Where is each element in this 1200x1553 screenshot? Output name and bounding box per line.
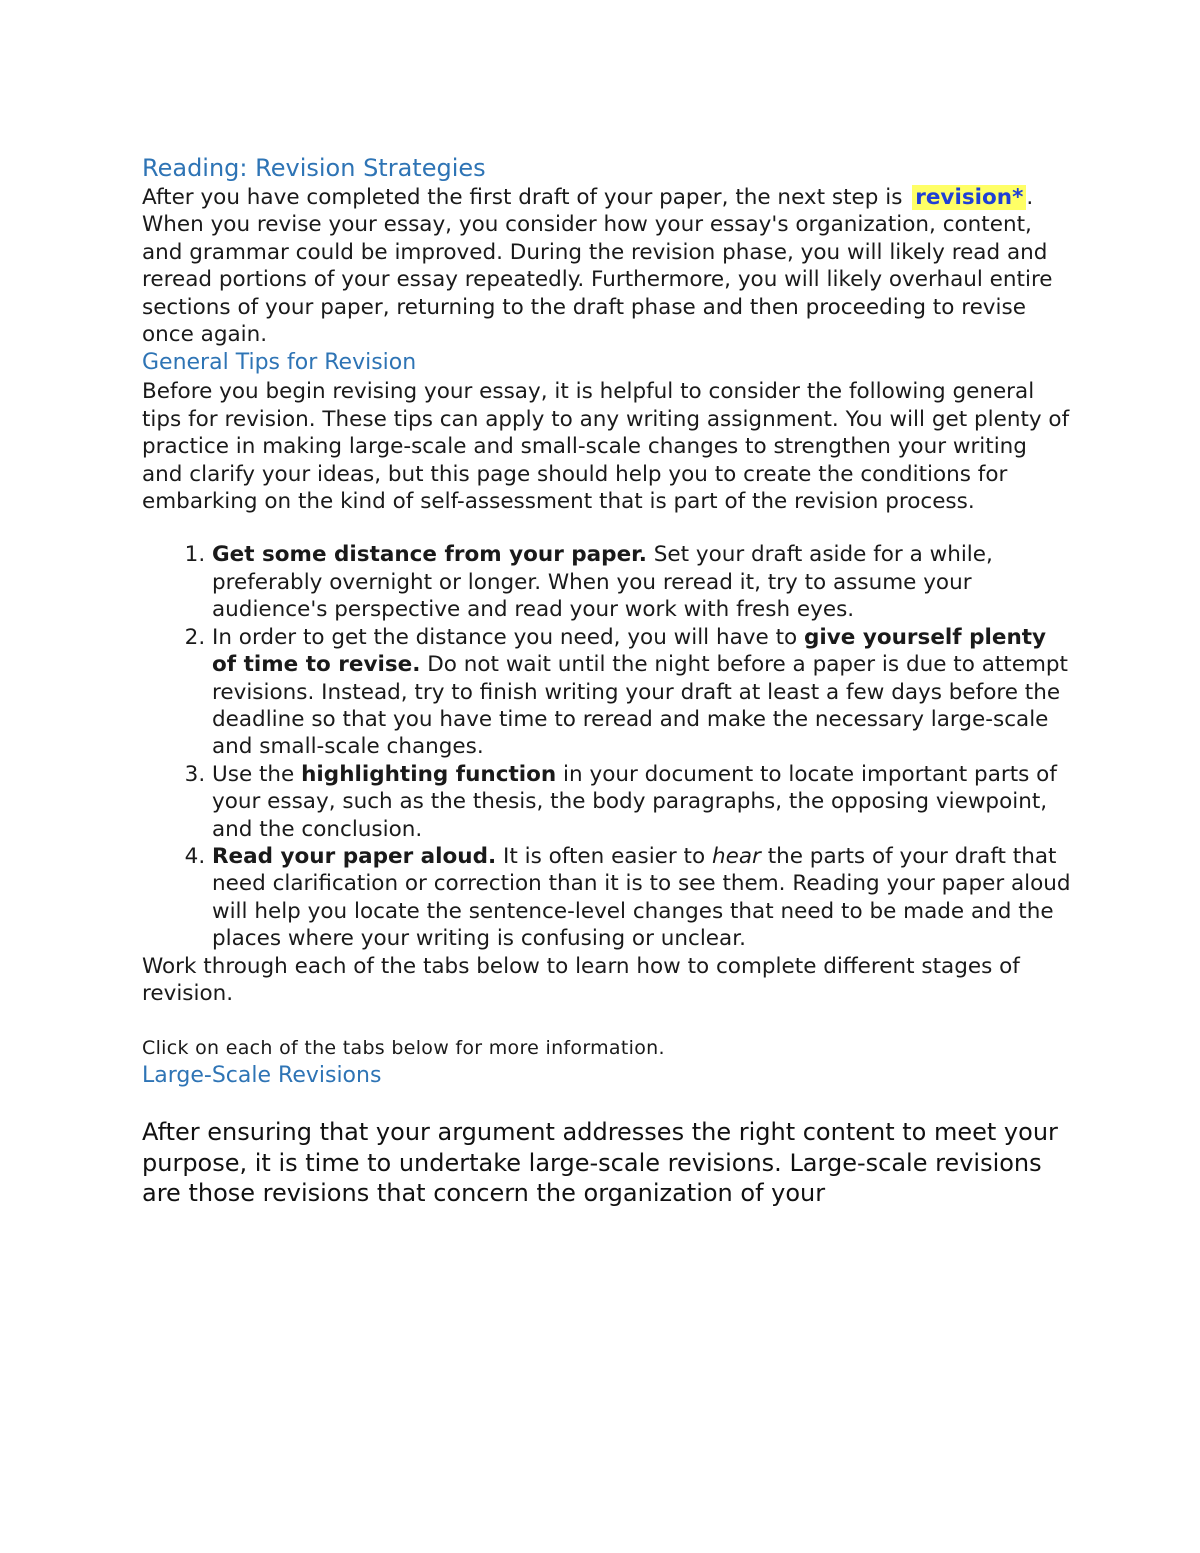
tip-text: Use the: [212, 761, 302, 787]
list-item: [212, 843, 1072, 953]
tip-italic-text: hear: [711, 843, 761, 869]
list-item: [212, 541, 1072, 623]
tip-text: Do not wait until the night before a paper is due to attempt revisions. Instead, try to finish writing your draft at least a few days before the deadline so that you have time to reread and make the necessary large-scale and small-scale changes.: [212, 652, 1068, 760]
tip-bold-text: highlighting function: [301, 761, 557, 787]
general-tips-paragraph: Before you begin revising your essay, it is helpful to consider the following general tips for revision. These tips can apply to any writing assignment. You will get plenty of practice in making large-scale and small-scale changes to strengthen your writing and clarify your ideas, but this page should help you to create the conditions for embarking on the kind of self-assessment that is part of the revision process.: [142, 379, 1070, 515]
tip-text: In order to get the distance you need, you will have to: [212, 624, 804, 650]
revision-glossary-link[interactable]: revision*: [912, 185, 1026, 210]
intro-paragraph: [142, 184, 1072, 348]
tip-text: Set your draft aside for a while, preferably overnight or longer. When you reread it, try to assume your audience's perspective and read your work with fresh eyes.: [212, 542, 993, 623]
tip-text: the parts of your draft that need clarification or correction than it is to see them. Reading your paper aloud will help you locate the sentence-level changes that need to be made and the places where your writing is confusing or unclear.: [212, 843, 1071, 952]
tip-bold-text: Get some distance from your paper.: [212, 542, 647, 568]
intro-text-before: After you have completed the first draft of your paper, the next step is: [142, 185, 910, 210]
tips-list: [142, 541, 1072, 952]
list-item: [212, 624, 1072, 761]
page-title: Reading: Revision Strategies: [142, 154, 486, 182]
general-tips-heading: General Tips for Revision: [142, 350, 417, 376]
tip-bold-text: Read your paper aloud.: [212, 843, 497, 869]
large-scale-paragraph: After ensuring that your argument addresses the right content to meet your purpose, it is time to undertake large-scale revisions. Large-scale revisions are those revisions that concern the organization of your: [142, 1118, 1058, 1208]
list-item: [212, 761, 1072, 843]
work-through-paragraph: Work through each of the tabs below to learn how to complete different stages of revision.: [142, 953, 1020, 1006]
document-page: [142, 152, 1072, 1209]
tip-text: in your document to locate important parts of your essay, such as the thesis, the body paragraphs, the opposing viewpoint, and the conclusion.: [212, 761, 1057, 842]
large-scale-heading: Large-Scale Revisions: [142, 1063, 382, 1089]
intro-text-after: . When you revise your essay, you consider how your essay's organization, content, and grammar could be improved. During the revision phase, you will likely read and reread portions of your essay repeatedly. Furthermore, you will likely overhaul entire sections of your paper, returning to the draft phase and then proceeding to revise once again.: [142, 185, 1053, 348]
tip-text: It is often easier to: [496, 843, 712, 869]
click-note: Click on each of the tabs below for more information.: [142, 1037, 665, 1060]
tip-bold-text: give yourself plenty of time to revise.: [212, 624, 1047, 678]
